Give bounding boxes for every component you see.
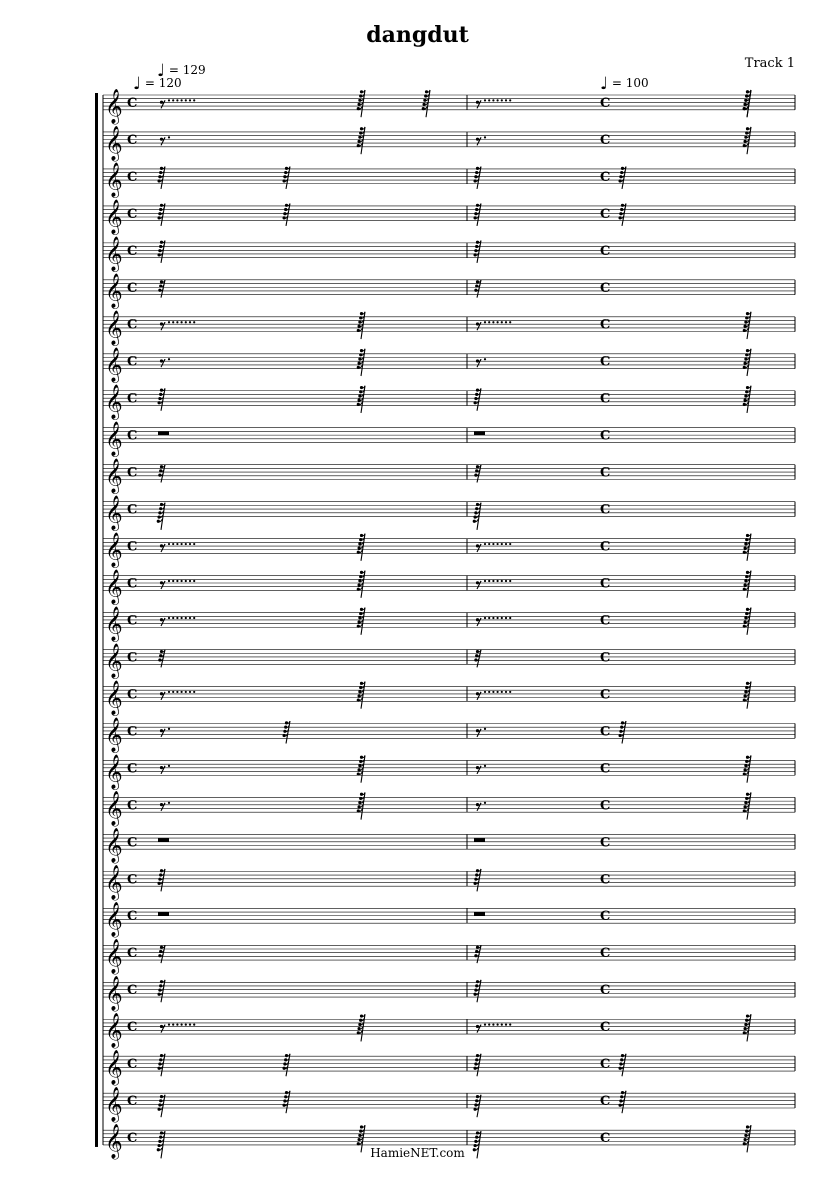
common-time-signature: C	[600, 798, 611, 814]
rest-symbol	[158, 388, 166, 410]
common-time-signature: C	[600, 872, 611, 888]
common-time-signature: C	[127, 502, 138, 518]
footer-credit: HamieNET.com	[370, 1146, 465, 1160]
treble-clef-icon: 𝄞	[105, 939, 123, 975]
quarter-note-icon: ♩	[157, 61, 166, 81]
rest-symbol	[357, 534, 365, 561]
treble-clef-icon: 𝄞	[105, 310, 123, 346]
common-time-signature: C	[600, 761, 611, 777]
treble-clef-icon: 𝄞	[105, 1123, 123, 1159]
treble-clef-icon: 𝄞	[105, 125, 123, 161]
rest-symbol	[158, 838, 169, 842]
rest-symbol	[474, 388, 482, 410]
common-time-signature: C	[127, 428, 138, 444]
common-time-signature: C	[127, 169, 138, 185]
common-time-signature: C	[127, 280, 138, 296]
rest-symbol	[158, 1054, 166, 1076]
rest-symbol	[476, 99, 511, 108]
rest-symbol	[158, 240, 166, 262]
rest-symbol	[476, 136, 486, 145]
common-time-signature: C	[127, 872, 138, 888]
common-time-signature: C	[600, 95, 611, 111]
common-time-signature: C	[600, 206, 611, 222]
rest-symbol	[743, 608, 751, 635]
common-time-signature: C	[127, 95, 138, 111]
rest-symbol	[474, 465, 481, 483]
rest-symbol	[158, 465, 165, 483]
rest-symbol	[357, 1014, 365, 1041]
system-bracket	[95, 93, 98, 1147]
rest-symbol	[158, 980, 166, 1002]
rest-symbol	[474, 650, 481, 668]
common-time-signature: C	[127, 761, 138, 777]
rest-symbol	[158, 167, 166, 189]
rest-symbol	[160, 617, 195, 626]
rest-symbol	[474, 1095, 482, 1117]
common-time-signature: C	[127, 1057, 138, 1073]
rest-symbol	[158, 280, 165, 298]
rest-symbol	[476, 543, 511, 552]
common-time-signature: C	[127, 539, 138, 555]
rest-symbol	[476, 617, 511, 626]
rest-symbol	[619, 1091, 627, 1113]
tempo-value: = 100	[611, 76, 649, 90]
rest-symbol	[474, 869, 482, 891]
common-time-signature: C	[127, 687, 138, 703]
treble-clef-icon: 𝄞	[105, 421, 123, 457]
treble-clef-icon: 𝄞	[105, 976, 123, 1012]
rest-symbol	[743, 127, 751, 154]
treble-clef-icon: 𝄞	[105, 569, 123, 605]
common-time-signature: C	[127, 132, 138, 148]
common-time-signature: C	[127, 798, 138, 814]
treble-clef-icon: 𝄞	[105, 828, 123, 864]
treble-clef-icon: 𝄞	[105, 791, 123, 827]
treble-clef-icon: 𝄞	[105, 1013, 123, 1049]
quarter-note-icon: ♩	[133, 74, 142, 94]
treble-clef-icon: 𝄞	[105, 199, 123, 235]
tempo-value: = 129	[168, 63, 206, 77]
common-time-signature: C	[127, 465, 138, 481]
rest-symbol	[357, 682, 365, 709]
common-time-signature: C	[127, 1094, 138, 1110]
common-time-signature: C	[600, 576, 611, 592]
rest-symbol	[357, 792, 365, 819]
rest-symbol	[743, 90, 751, 117]
rest-symbol	[476, 691, 511, 700]
common-time-signature: C	[600, 983, 611, 999]
rest-symbol	[158, 431, 169, 435]
rest-symbol	[357, 386, 365, 413]
quarter-note-icon: ♩	[600, 74, 609, 94]
rest-symbol	[619, 204, 627, 226]
track-label: Track 1	[744, 56, 795, 71]
rest-symbol	[160, 802, 170, 811]
treble-clef-icon: 𝄞	[105, 236, 123, 272]
rest-symbol	[160, 358, 170, 367]
rest-symbol	[743, 534, 751, 561]
common-time-signature: C	[600, 1020, 611, 1036]
common-time-signature: C	[127, 206, 138, 222]
rest-symbol	[619, 167, 627, 189]
common-time-signature: C	[600, 650, 611, 666]
common-time-signature: C	[127, 1020, 138, 1036]
rest-symbol	[743, 755, 751, 782]
rest-symbol	[474, 980, 482, 1002]
treble-clef-icon: 𝄞	[105, 754, 123, 790]
rest-symbol	[158, 204, 166, 226]
common-time-signature: C	[127, 724, 138, 740]
common-time-signature: C	[600, 132, 611, 148]
common-time-signature: C	[127, 650, 138, 666]
common-time-signature: C	[600, 428, 611, 444]
common-time-signature: C	[127, 946, 138, 962]
rest-symbol	[474, 912, 485, 916]
rest-symbol	[476, 358, 486, 367]
rest-symbol	[357, 90, 365, 117]
rest-symbol	[474, 204, 482, 226]
rest-symbol	[476, 580, 511, 589]
rest-symbol	[743, 312, 751, 339]
common-time-signature: C	[127, 613, 138, 629]
rest-symbol	[357, 571, 365, 598]
rest-symbol	[283, 204, 291, 226]
rest-symbol	[160, 691, 195, 700]
rest-symbol	[474, 1054, 482, 1076]
rest-symbol	[619, 721, 627, 743]
rest-symbol	[422, 90, 430, 117]
rest-symbol	[743, 1014, 751, 1041]
treble-clef-icon: 𝄞	[105, 680, 123, 716]
rest-symbol	[160, 136, 170, 145]
treble-clef-icon: 𝄞	[105, 495, 123, 531]
rest-symbol	[476, 802, 486, 811]
rest-symbol	[158, 869, 166, 891]
common-time-signature: C	[600, 835, 611, 851]
treble-clef-icon: 𝄞	[105, 273, 123, 309]
rest-symbol	[743, 792, 751, 819]
common-time-signature: C	[600, 724, 611, 740]
treble-clef-icon: 𝄞	[105, 88, 123, 124]
rest-symbol	[357, 312, 365, 339]
rest-symbol	[474, 838, 485, 842]
rest-symbol	[476, 321, 511, 330]
rest-symbol	[283, 721, 291, 743]
common-time-signature: C	[600, 317, 611, 333]
common-time-signature: C	[600, 539, 611, 555]
rest-symbol	[619, 1054, 627, 1076]
rest-symbol	[283, 167, 291, 189]
score-title: dangdut	[366, 22, 469, 48]
common-time-signature: C	[600, 280, 611, 296]
rest-symbol	[743, 571, 751, 598]
treble-clef-icon: 𝄞	[105, 717, 123, 753]
common-time-signature: C	[127, 835, 138, 851]
rest-symbol	[160, 1024, 195, 1033]
rest-symbol	[357, 755, 365, 782]
treble-clef-icon: 𝄞	[105, 458, 123, 494]
treble-clef-icon: 𝄞	[105, 1050, 123, 1086]
common-time-signature: C	[600, 465, 611, 481]
rest-symbol	[283, 1091, 291, 1113]
rest-symbol	[160, 728, 170, 737]
rest-symbol	[476, 728, 486, 737]
rest-symbol	[476, 765, 486, 774]
tempo-value: = 120	[144, 76, 182, 90]
treble-clef-icon: 𝄞	[105, 162, 123, 198]
common-time-signature: C	[127, 243, 138, 259]
common-time-signature: C	[600, 909, 611, 925]
rest-symbol	[357, 127, 365, 154]
rest-symbol	[160, 321, 195, 330]
common-time-signature: C	[600, 391, 611, 407]
treble-clef-icon: 𝄞	[105, 902, 123, 938]
rest-symbol	[357, 349, 365, 376]
common-time-signature: C	[127, 909, 138, 925]
common-time-signature: C	[600, 354, 611, 370]
rest-symbol	[158, 650, 165, 668]
rest-symbol	[474, 946, 481, 964]
rest-symbol	[476, 1024, 511, 1033]
common-time-signature: C	[127, 1131, 138, 1147]
treble-clef-icon: 𝄞	[105, 606, 123, 642]
rest-symbol	[474, 240, 482, 262]
rest-symbol	[743, 349, 751, 376]
common-time-signature: C	[127, 317, 138, 333]
rest-symbol	[158, 946, 165, 964]
treble-clef-icon: 𝄞	[105, 532, 123, 568]
treble-clef-icon: 𝄞	[105, 643, 123, 679]
rest-symbol	[474, 280, 481, 298]
rest-symbol	[160, 580, 195, 589]
rest-symbol	[357, 608, 365, 635]
common-time-signature: C	[600, 1131, 611, 1147]
common-time-signature: C	[600, 502, 611, 518]
common-time-signature: C	[127, 391, 138, 407]
treble-clef-icon: 𝄞	[105, 865, 123, 901]
common-time-signature: C	[127, 576, 138, 592]
rest-symbol	[158, 1095, 166, 1117]
rest-symbol	[160, 543, 195, 552]
common-time-signature: C	[600, 1094, 611, 1110]
common-time-signature: C	[600, 613, 611, 629]
treble-clef-icon: 𝄞	[105, 384, 123, 420]
common-time-signature: C	[600, 169, 611, 185]
rest-symbol	[160, 99, 195, 108]
common-time-signature: C	[127, 354, 138, 370]
common-time-signature: C	[600, 946, 611, 962]
common-time-signature: C	[127, 983, 138, 999]
rest-symbol	[743, 682, 751, 709]
rest-symbol	[158, 912, 169, 916]
common-time-signature: C	[600, 687, 611, 703]
treble-clef-icon: 𝄞	[105, 347, 123, 383]
common-time-signature: C	[600, 243, 611, 259]
rest-symbol	[283, 1054, 291, 1076]
rest-symbol	[743, 386, 751, 413]
treble-clef-icon: 𝄞	[105, 1086, 123, 1122]
rest-symbol	[160, 765, 170, 774]
common-time-signature: C	[600, 1057, 611, 1073]
rest-symbol	[474, 167, 482, 189]
rest-symbol	[474, 431, 485, 435]
